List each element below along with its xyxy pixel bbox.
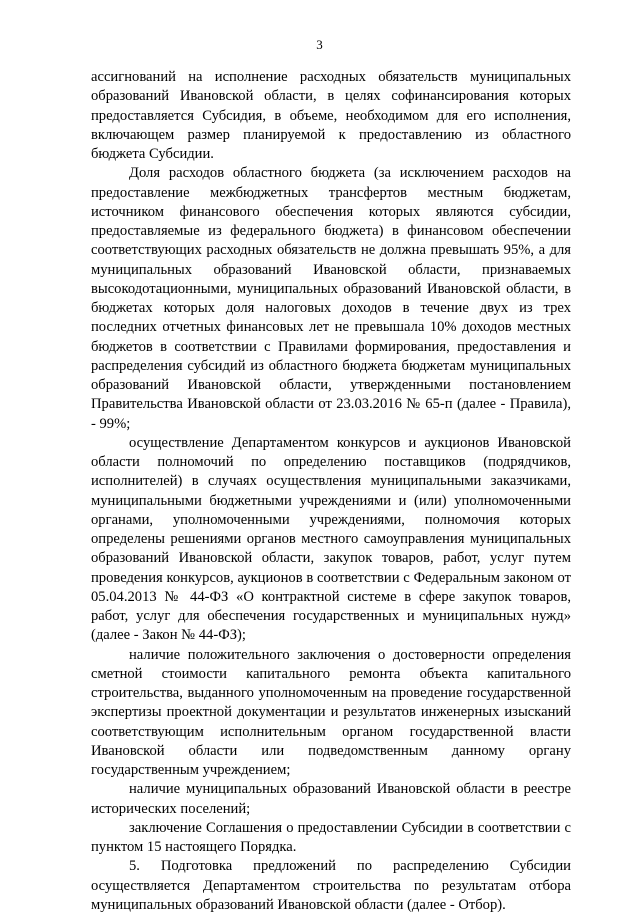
paragraph-subsidy-agreement: заключение Соглашения о предоставлении Субсидии в соответствии с пунктом 15 настоящего Порядка.	[91, 819, 571, 855]
document-body	[91, 68, 571, 915]
paragraph-item-5-selection: 5. Подготовка предложений по распределению Субсидии осуществляется Департаментом строительства по результатам отбора муниципальных образований Ивановской области (далее - Отбор).	[91, 858, 571, 913]
paragraph-historical-settlements-registry: наличие муниципальных образований Ивановской области в реестре исторических поселений;	[91, 781, 571, 817]
paragraph-procurement-authority: осуществление Департаментом конкурсов и аукционов Ивановской области полномочий по определению поставщиков (подрядчиков, исполнителей) в случаях осуществления муниципальными заказчиками, муниципальными бюджетными учреждениями и (или) уполномоченными органами, уполномоченными учреждениями, полномочия которых определены решениями органов местного самоуправления муниципальных образований Ивановской области, закупок товаров, работ, услуг путем проведения конкурсов, аукционов в соответствии с Федеральным законом от 05.04.2013 № 44-ФЗ «О контрактной системе в сфере закупок товаров, работ, услуг для обеспечения государственных и муниципальных нужд» (далее - Закон № 44-ФЗ);	[91, 434, 571, 644]
page-number: 3	[316, 37, 323, 52]
paragraph-cost-estimate-conclusion: наличие положительного заключения о достоверности определения сметной стоимости капитального ремонта объекта капитального строительства, выданного уполномоченным на проведение государственной экспертизы проектной документации и результатов инженерных изысканий соответствующим исполнительным органом государственной власти Ивановской области или подведомственным данному органу государственным учреждением;	[91, 646, 571, 778]
paragraph-regional-budget-share: Доля расходов областного бюджета (за исключением расходов на предоставление межбюджетных трансфертов местным бюджетам, источником финансового обеспечения которых являются субсидии, предоставляемые из федерального бюджета) в финансовом обеспечении соответствующих расходных обязательств не должна превышать 95%, а для муниципальных образований Ивановской области, признаваемых высокодотационными, муниципальных образований Ивановской области, в бюджетах которых доля налоговых доходов в течение двух из трех последних отчетных финансовых лет не превышала 10% доходов местных бюджетов в соответствии с Правилами формирования, предоставления и распределения субсидий из областного бюджета бюджетам муниципальных образований Ивановской области, утвержденными постановлением Правительства Ивановской области от 23.03.2016 № 65-п (далее - Правила), - 99%;	[91, 165, 571, 432]
paragraph-appropriations-continuation: ассигнований на исполнение расходных обязательств муниципальных образований Ивановской области, в целях софинансирования которых предоставляется Субсидия, в объеме, необходимом для его исполнения, включающем размер планируемой к предоставлению из областного бюджета Субсидии.	[91, 69, 571, 162]
